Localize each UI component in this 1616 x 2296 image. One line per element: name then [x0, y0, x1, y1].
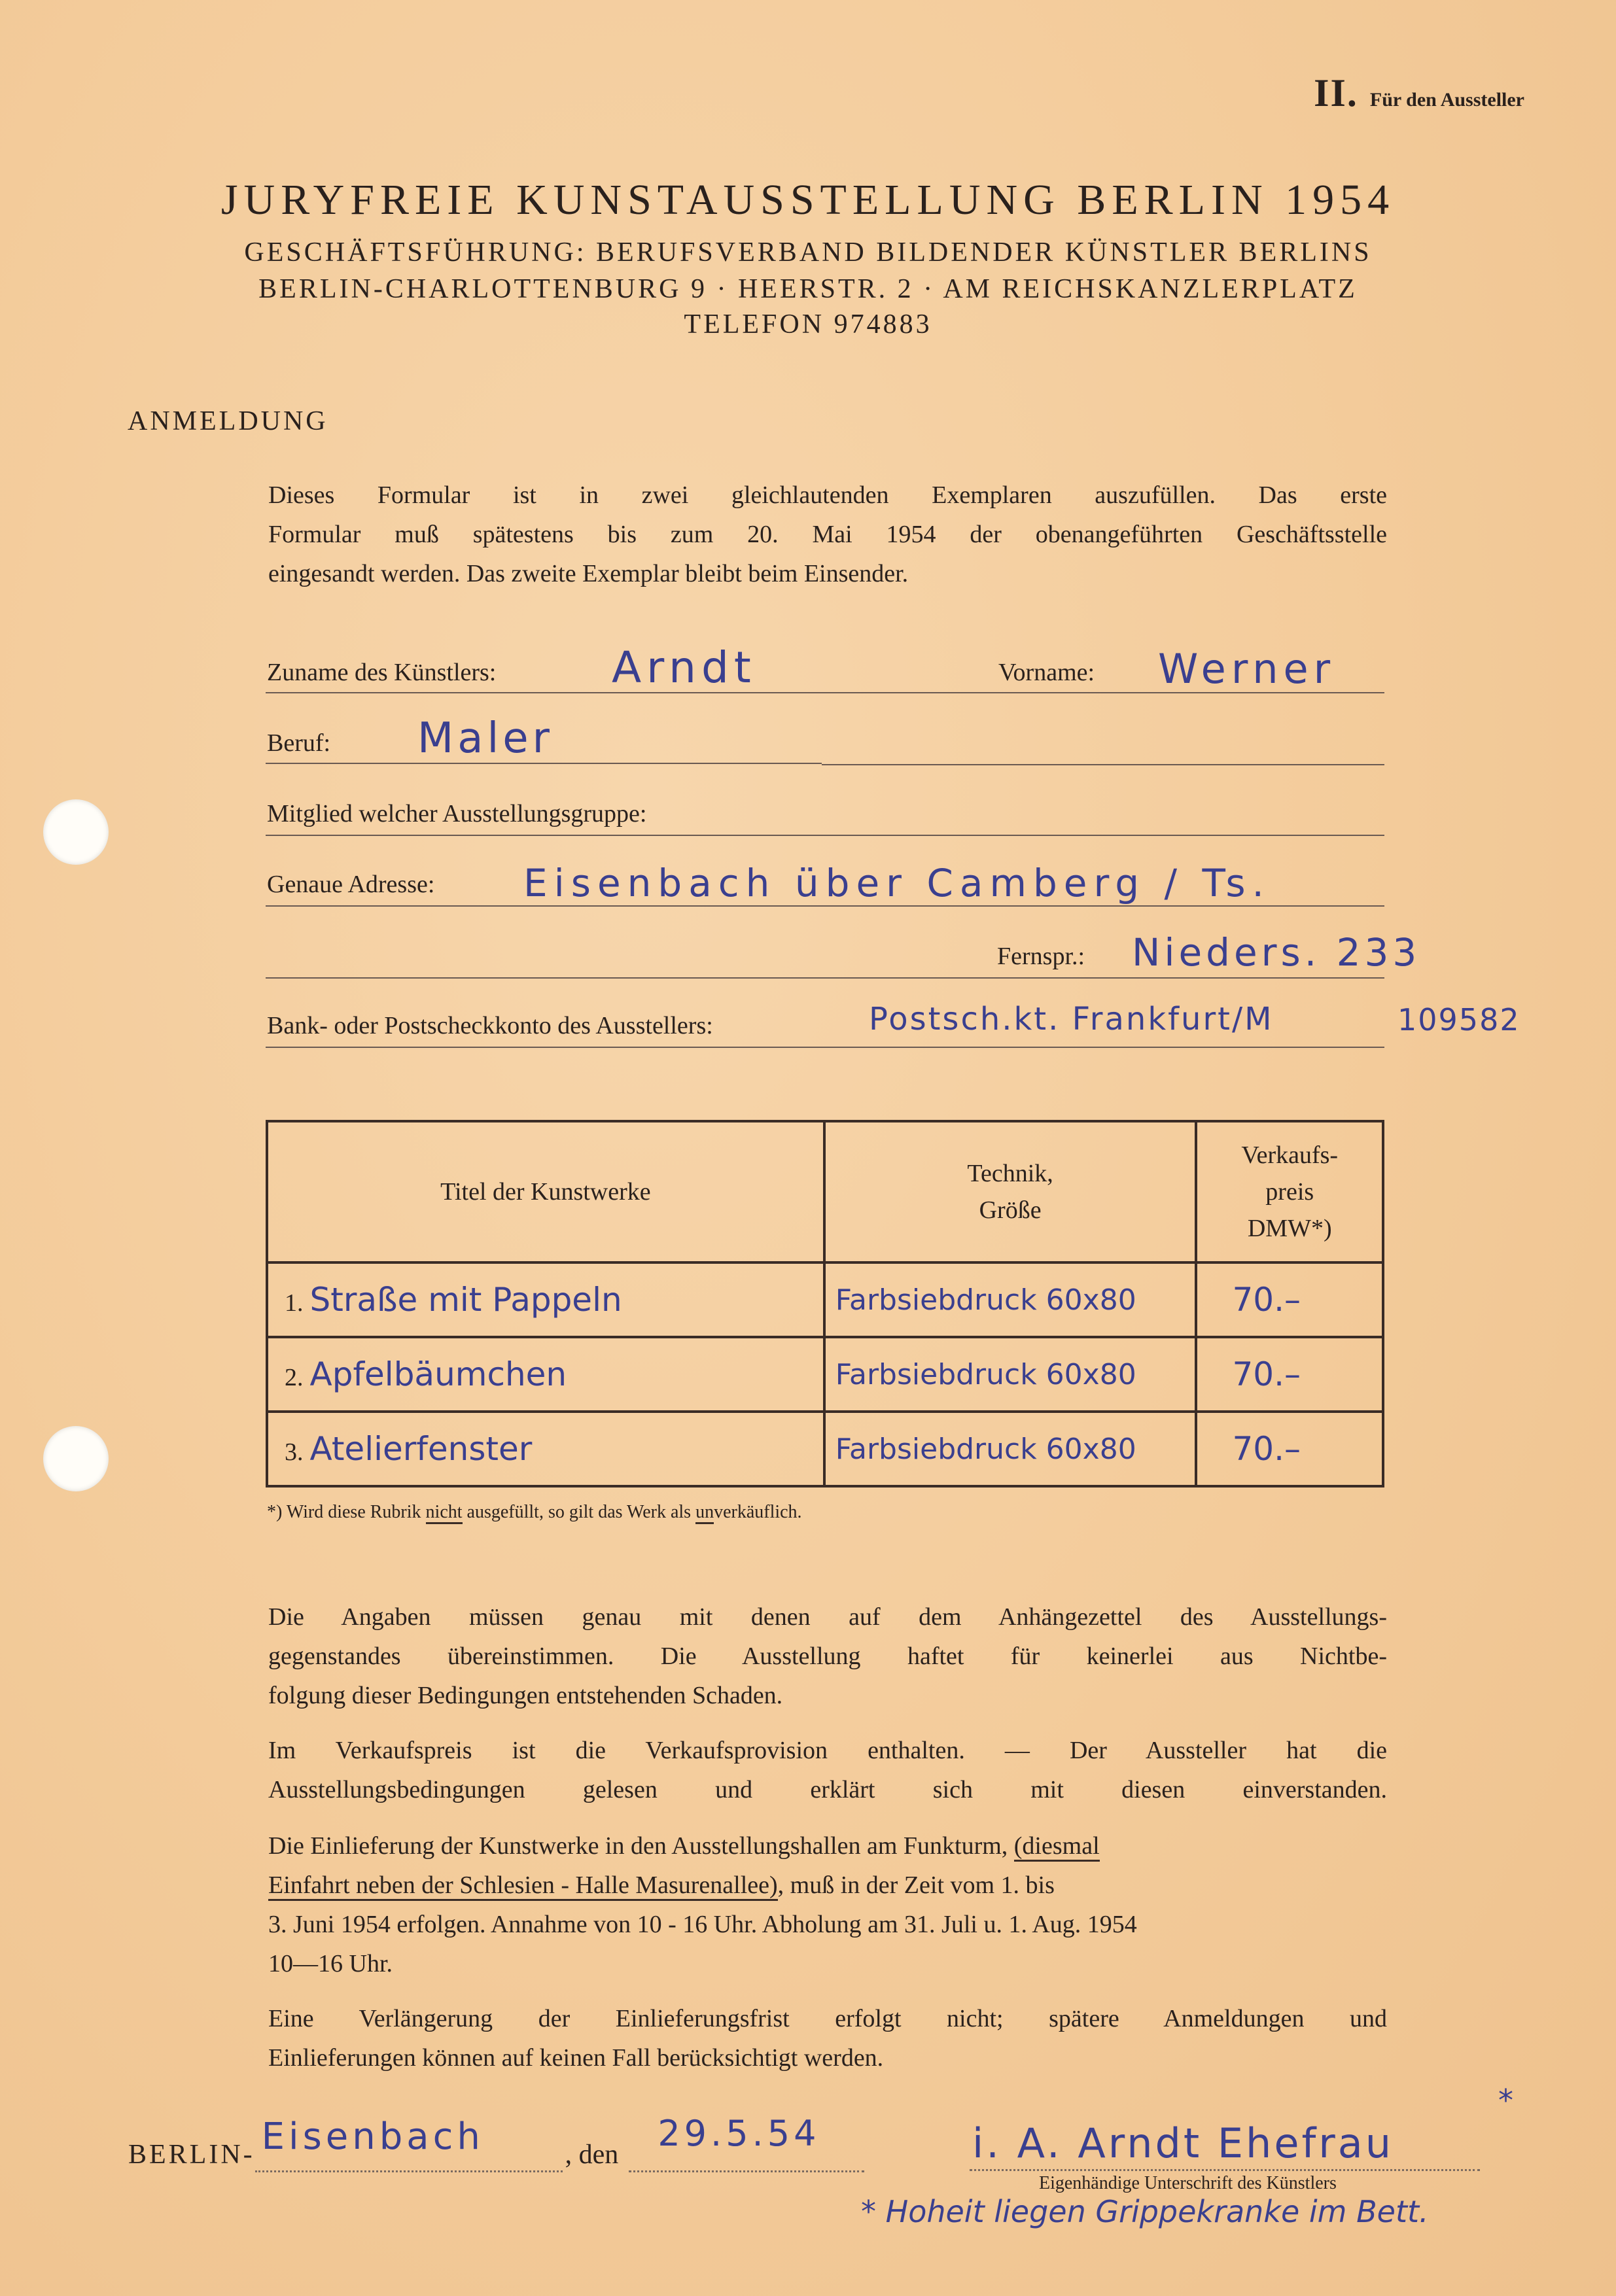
condition-line: Die Angaben müssen genau mit denen auf dem Anhängezettel des Ausstellungs- [268, 1603, 1387, 1631]
bank-label: Bank- oder Postscheckkonto des Ausstellers: [267, 1012, 713, 1039]
surname-label: Zuname des Künstlers: [267, 659, 497, 686]
artworks-table [266, 1120, 1384, 1487]
address-label: Genaue Adresse: [267, 871, 435, 898]
condition-line: 10—16 Uhr. [268, 1950, 393, 1977]
copy-label [1314, 71, 1524, 116]
profession-value[interactable]: Maler [417, 714, 553, 763]
phone-rule [266, 977, 1384, 979]
table-row [267, 1262, 1383, 1337]
header-title: Titel der Kunstwerke [267, 1121, 824, 1262]
intro-line: eingesandt werden. Das zweite Exemplar bleibt beim Einsender. [268, 560, 909, 587]
phone-label: Fernspr.: [997, 943, 1085, 970]
profession-rule [266, 763, 822, 764]
intro-paragraph [268, 476, 1387, 593]
profession-label: Beruf: [267, 729, 331, 757]
row-title-cell[interactable] [267, 1262, 824, 1337]
group-rule [266, 835, 1384, 836]
table-row [267, 1412, 1383, 1486]
table-header-row [267, 1121, 1383, 1262]
surname-rule [266, 692, 993, 693]
condition-line: Einlieferungen können auf keinen Fall berücksichtigt werden. [268, 2044, 884, 2072]
handwritten-note: * Hoheit liegen Grippekranke im Bett. [861, 2194, 1429, 2229]
row-number: 2. [285, 1364, 304, 1391]
header-technique: Technik, Größe [824, 1121, 1197, 1262]
row-title-cell[interactable] [267, 1412, 824, 1486]
header-price: Verkaufs- preis DMW*) [1196, 1121, 1383, 1262]
footnote-nicht: nicht [426, 1502, 463, 1524]
signature-rule [970, 2169, 1480, 2171]
punch-hole-bottom [43, 1426, 109, 1491]
address-value[interactable]: Eisenbach über Camberg / Ts. [523, 861, 1271, 905]
row-title: Straße mit Pappeln [309, 1281, 622, 1319]
condition-line: Ausstellungsbedingungen gelesen und erklärt sich mit diesen einverstanden. [268, 1776, 1387, 1803]
exhibition-title: JURYFREIE KUNSTAUSSTELLUNG BERLIN 1954 [220, 176, 1396, 224]
condition-line: Eine Verlängerung der Einlieferungsfrist erfolgt nicht; spätere Anmeldungen und [268, 2005, 1387, 2032]
address-line: BERLIN-CHARLOTTENBURG 9 · HEERSTR. 2 · AM REICHSKANZLERPLATZ [258, 274, 1358, 304]
profession-rule-2 [822, 764, 1384, 765]
row-technique-cell[interactable] [824, 1262, 1197, 1337]
row-technique: Farbsiebdruck 60x80 [835, 1283, 1136, 1317]
row-title: Apfelbäumchen [309, 1355, 567, 1393]
row-technique-cell[interactable] [824, 1412, 1197, 1486]
table-row [267, 1337, 1383, 1412]
condition-line: 3. Juni 1954 erfolgen. Annahme von 10 - 16 Uhr. Abholung am 31. Juli u. 1. Aug. 1954 [268, 1911, 1137, 1938]
city-value: Eisenbach [261, 2115, 484, 2158]
city-field[interactable] [255, 2115, 563, 2172]
intro-line: Dieses Formular ist in zwei gleichlautenden Exemplaren auszufüllen. Das erste [268, 481, 1387, 509]
copy-text: Für den Aussteller [1369, 89, 1524, 111]
signature-value[interactable]: i. A. Arndt Ehefrau [972, 2119, 1394, 2167]
conditions-paragraph-1 [268, 1597, 1387, 1715]
city-prefix: BERLIN- [128, 2140, 255, 2170]
underlined-note-start: (diesmal [1014, 1832, 1100, 1862]
row-technique-cell[interactable] [824, 1337, 1197, 1412]
row-price-cell[interactable] [1196, 1337, 1383, 1412]
group-label: Mitglied welcher Ausstellungsgruppe: [267, 800, 647, 827]
firstname-rule [993, 692, 1384, 693]
condition-line: Im Verkaufspreis ist die Verkaufsprovision enthalten. — Der Aussteller hat die [268, 1737, 1387, 1764]
condition-line: folgung dieser Bedingungen entstehenden Schaden. [268, 1682, 783, 1709]
section-title: ANMELDUNG [128, 406, 328, 436]
management-line: GESCHÄFTSFÜHRUNG: BERUFSVERBAND BILDENDER KÜNSTLER BERLINS [244, 237, 1372, 268]
row-price-cell[interactable] [1196, 1412, 1383, 1486]
condition-line: Die Einlieferung der Kunstwerke in den Ausstellungshallen am Funkturm, (diesmal [268, 1826, 1387, 1866]
date-value: 29.5.54 [658, 2113, 820, 2154]
bank-rule [266, 1047, 1384, 1048]
underlined-note-end: Einfahrt neben der Schlesien - Halle Masurenallee) [268, 1871, 778, 1901]
price-footnote: *) Wird diese Rubrik nicht ausgefüllt, so gilt das Werk als unverkäuflich. [267, 1502, 802, 1523]
row-technique: Farbsiebdruck 60x80 [835, 1357, 1136, 1391]
phone-line: TELEFON 974883 [684, 309, 932, 339]
row-title-cell[interactable] [267, 1337, 824, 1412]
row-number: 1. [285, 1289, 304, 1317]
intro-line: Formular muß spätestens bis zum 20. Mai 1954 der obenangeführten Geschäftsstelle [268, 521, 1387, 548]
row-number: 3. [285, 1438, 304, 1466]
date-label: , den [565, 2140, 619, 2170]
firstname-label: Vorname: [998, 659, 1095, 686]
punch-hole-top [43, 799, 109, 865]
conditions-paragraph-2 [268, 1731, 1387, 1809]
row-price: 70.– [1232, 1355, 1301, 1393]
conditions-paragraph-4 [268, 1999, 1387, 2078]
bank-value[interactable]: Postsch.kt. Frankfurt/M [869, 1001, 1274, 1037]
firstname-value[interactable]: Werner [1158, 645, 1336, 693]
signature-caption: Eigenhändige Unterschrift des Künstlers [1039, 2173, 1337, 2193]
copy-number: II. [1314, 71, 1358, 114]
signature-asterisk: * [1498, 2083, 1513, 2118]
row-title: Atelierfenster [309, 1430, 533, 1468]
row-price: 70.– [1232, 1281, 1301, 1319]
phone-value[interactable]: Nieders. 233 [1132, 930, 1421, 975]
row-price-cell[interactable] [1196, 1262, 1383, 1337]
bank-number[interactable]: 109582 [1397, 1002, 1520, 1037]
surname-value[interactable]: Arndt [612, 642, 756, 693]
conditions-paragraph-3 [268, 1826, 1387, 1983]
condition-line: gegenstandes übereinstimmen. Die Ausstellung haftet für keinerlei aus Nichtbe- [268, 1643, 1387, 1670]
row-technique: Farbsiebdruck 60x80 [835, 1432, 1136, 1466]
footnote-un: un [695, 1502, 714, 1524]
address-rule [266, 905, 1384, 907]
condition-line: Einfahrt neben der Schlesien - Halle Masurenallee), muß in der Zeit vom 1. bis [268, 1866, 1387, 1905]
row-price: 70.– [1232, 1430, 1301, 1468]
place-date-line [128, 2113, 864, 2172]
date-field[interactable] [629, 2113, 864, 2172]
